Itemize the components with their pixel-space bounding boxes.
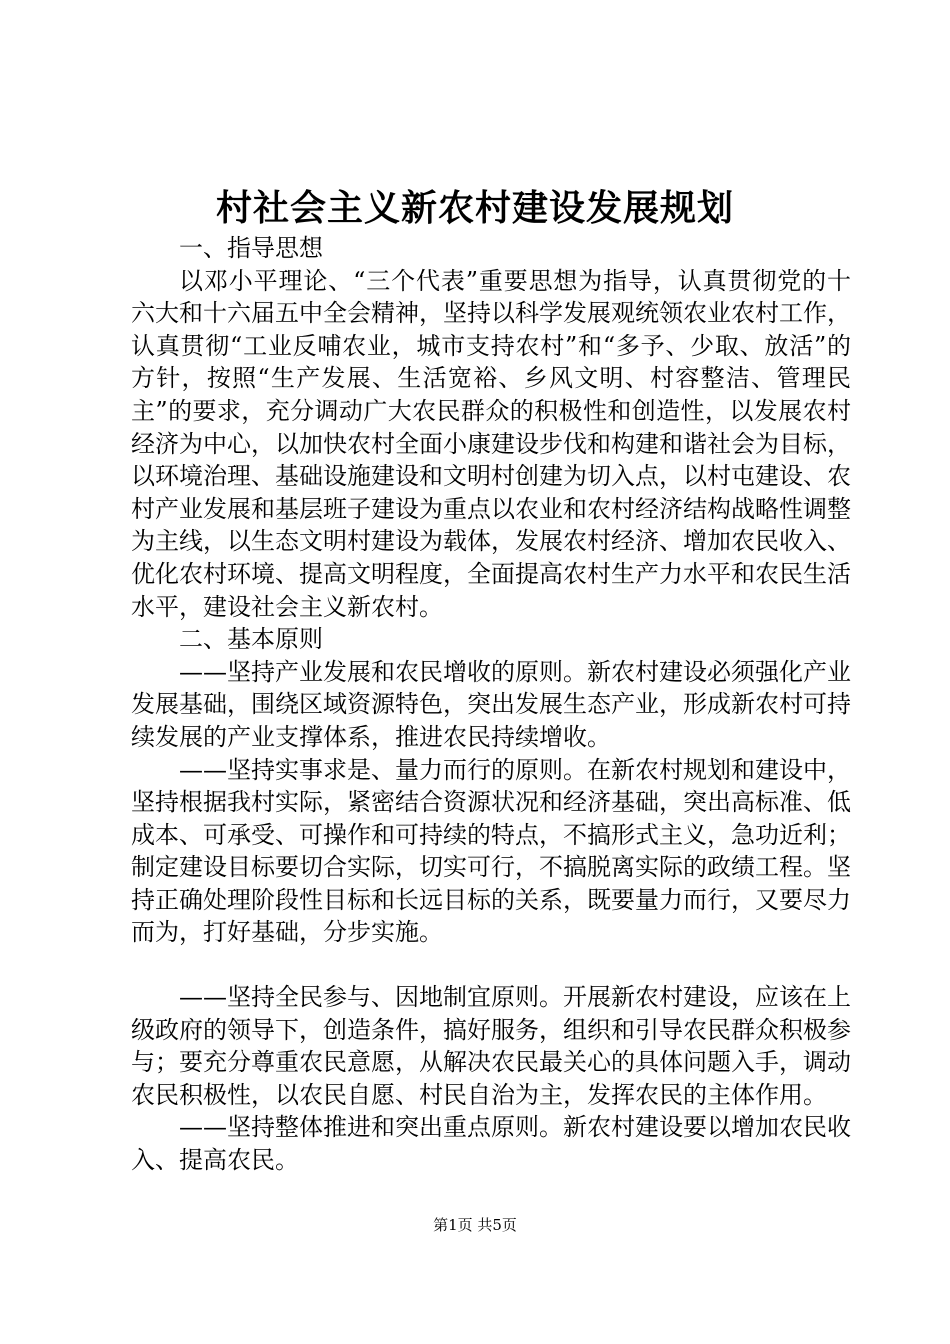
paragraph-principle-realistic: ——坚持实事求是、量力而行的原则。在新农村规划和建设中，坚持根据我村实际，紧密结合资源状况和经济基础，突出高标准、低成本、可承受、可操作和可持续的特点，不搞形式主义，急功近利；制定建设目标要切合实际，切实可行，不搞脱离实际的政绩工程。坚持正确处理阶段性目标和长远目标的关系，既要量力而行，又要尽力而为，打好基础，分步实施。 — [131, 755, 851, 947]
page-footer: 第1页 共5页 — [433, 1216, 517, 1234]
paragraph-principle-overall: ——坚持整体推进和突出重点原则。新农村建设要以增加农民收入、提高农民。 — [131, 1113, 851, 1175]
paragraph-principle-industry: ——坚持产业发展和农民增收的原则。新农村建设必须强化产业发展基础，围绕区域资源特色，突出发展生态产业，形成新农村可持续发展的产业支撑体系，推进农民持续增收。 — [131, 657, 851, 751]
section-heading-guiding-ideology: 一、指导思想 — [179, 234, 323, 262]
section-heading-basic-principles: 二、基本原则 — [179, 625, 323, 654]
document-body — [131, 232, 851, 1177]
paragraph-principle-participation: ——坚持全民参与、因地制宜原则。开展新农村建设，应该在上级政府的领导下，创造条件，搞好服务，组织和引导农民群众积极参与；要充分尊重农民意愿，从解决农民最关心的具体问题入手，调动农民积极性，以农民自愿、村民自治为主，发挥农民的主体作用。 — [131, 983, 851, 1109]
document-title: 村社会主义新农村建设发展规划 — [215, 188, 734, 229]
paragraph-guiding-ideology: 以邓小平理论、“三个代表”重要思想为指导，认真贯彻党的十六大和十六届五中全会精神，坚持以科学发展观统领农业农村工作，认真贯彻“工业反哺农业，城市支持农村”和“多予、少取、放活”的方针，按照“生产发展、生活宽裕、乡风文明、村容整洁、管理民主”的要求，充分调动广大农民群众的积极性和创造性，以发展农村经济为中心，以加快农村全面小康建设步伐和构建和谐社会为目标，以环境治理、基础设施建设和文明村创建为切入点，以村屯建设、农村产业发展和基层班子建设为重点以农业和农村经济结构战略性调整为主线，以生态文明村建设为载体，发展农村经济、增加农民收入、优化农村环境、提高文明程度，全面提高农村生产力水平和农民生活水平，建设社会主义新农村。 — [131, 266, 851, 621]
